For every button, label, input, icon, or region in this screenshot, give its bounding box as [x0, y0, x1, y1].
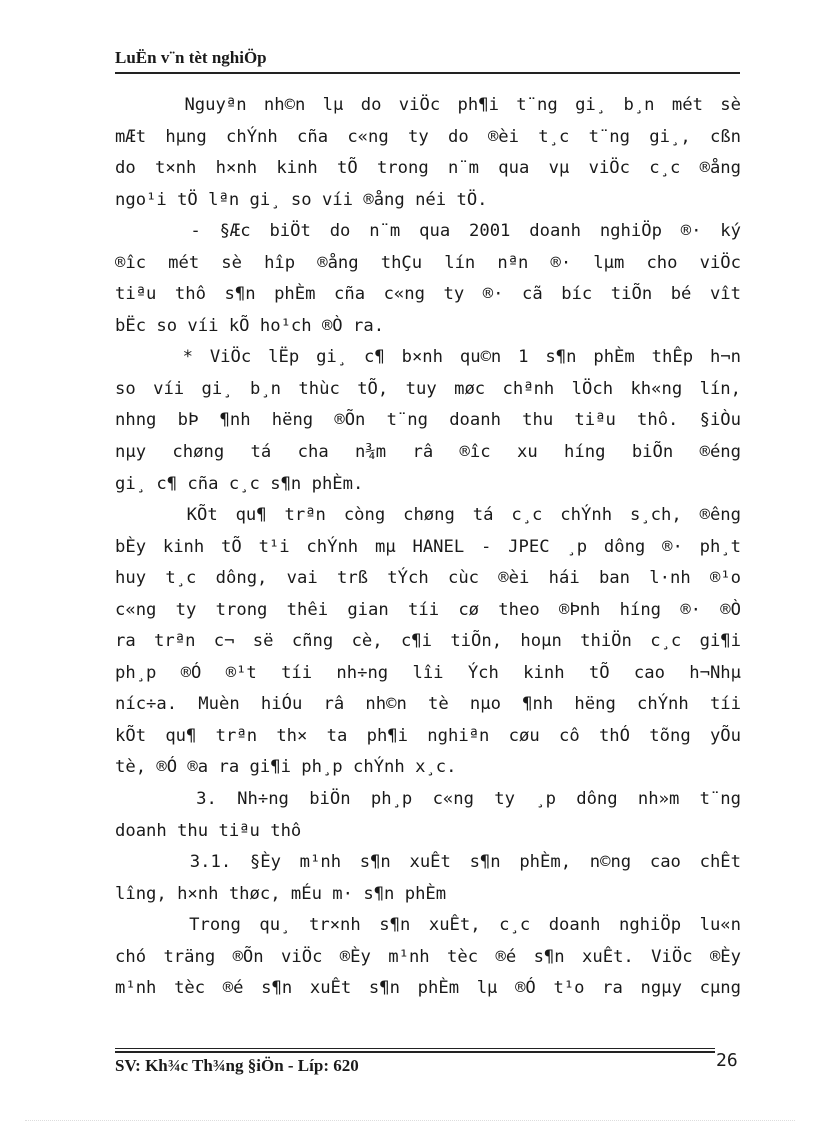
text-line: 3. Nh÷ng biÖn ph¸p c«ng ty ¸p dông nh»m t¨ng — [115, 789, 741, 810]
text-line: ph¸p ®Ó ®¹t tíi nh÷ng lîi Ých kinh tÕ cao h¬Nhµ — [115, 662, 741, 683]
text-line: KÕt qu¶ trªn còng chøng tá c¸c chÝnh s¸ch, ®êng — [115, 505, 741, 526]
text-line: tè, ®Ó ®a ra gi¶i ph¸p chÝnh x¸c. — [115, 757, 457, 778]
text-line: nhng bÞ ¶nh hëng ®Õn t¨ng doanh thu tiªu thô. §iÒu — [115, 410, 741, 431]
text-line: Nguyªn nh©n lµ do viÖc ph¶i t¨ng gi¸ b¸n mét sè — [115, 95, 741, 115]
text-line: bËc so víi kÕ ho¹ch ®Ò ra. — [115, 315, 385, 336]
page-number: 26 — [716, 1050, 738, 1071]
document-body — [115, 90, 741, 1005]
page-header — [115, 48, 740, 74]
text-line: huy t¸c dông, vai trß tÝch cùc ®èi hái ban l·nh ®¹o — [115, 568, 741, 589]
text-line: - §Æc biÖt do n¨m qua 2001 doanh nghiÖp ®· ký — [115, 221, 741, 242]
bottom-dotted-border — [25, 1120, 795, 1121]
footer-author-line: SV: Kh¾c Th¾ng §iÖn - Líp: 620 — [115, 1056, 359, 1075]
text-line: Trong qu¸ tr×nh s¶n xuÊt, c¸c doanh nghiÖp lu«n — [115, 915, 741, 936]
text-line: nµy chøng tá cha n¾m râ ®îc xu híng biÕn ®éng — [115, 442, 741, 463]
text-line: lîng, h×nh thøc, mÉu m· s¶n phÈm — [115, 883, 447, 904]
text-line: do t×nh h×nh kinh tÕ trong n¨m qua vµ viÖc c¸c ®ång — [115, 158, 741, 179]
text-line: chó träng ®Õn viÖc ®Èy m¹nh tèc ®é s¶n xuÊt. ViÖc ®Èy — [115, 946, 741, 967]
text-line: ra trªn c¬ së cñng cè, c¶i tiÕn, hoµn thiÖn c¸c gi¶i — [115, 631, 741, 652]
text-line: m¹nh tèc ®é s¶n xuÊt s¶n phÈm lµ ®Ó t¹o ra ngµy cµng — [115, 978, 741, 999]
text-line: tiªu thô s¶n phÈm cña c«ng ty ®· cã bíc tiÕn bé vît — [115, 284, 741, 305]
text-line: ®îc mét sè hîp ®ång thÇu lín nªn ®· lµm cho viÖc — [115, 252, 741, 273]
text-line: bÈy kinh tÕ t¹i chÝnh mµ HANEL - JPEC ¸p dông ®· ph¸t — [115, 536, 741, 557]
text-line: mÆt hµng chÝnh cña c«ng ty do ®èi t¸c t¨ng gi¸, cßn — [115, 126, 741, 147]
text-line: ngo¹i tÖ lªn gi¸ so víi ®ång néi tÖ. — [115, 189, 488, 210]
text-line: so víi gi¸ b¸n thùc tÕ, tuy møc chªnh lÖch kh«ng lín, — [115, 378, 741, 399]
text-line: 3.1. §Èy m¹nh s¶n xuÊt s¶n phÈm, n©ng cao chÊt — [115, 852, 741, 873]
text-line: kÕt qu¶ trªn th× ta ph¶i nghiªn cøu cô thÓ tõng yÕu — [115, 725, 741, 746]
text-line: c«ng ty trong thêi gian tíi cø theo ®Þnh híng ®· ®Ò — [115, 599, 741, 620]
text-line: gi¸ c¶ cña c¸c s¶n phÈm. — [115, 473, 364, 494]
header-rule — [115, 72, 740, 74]
text-line: níc÷a. Muèn hiÓu râ nh©n tè nµo ¶nh hëng chÝnh tíi — [115, 694, 741, 715]
text-line: * ViÖc lËp gi¸ c¶ b×nh qu©n 1 s¶n phÈm thÊp h¬n — [115, 347, 741, 368]
text-line: doanh thu tiªu thô — [115, 820, 302, 841]
header-title: LuËn v¨n tèt nghiÖp — [115, 48, 267, 67]
footer-rule — [115, 1048, 715, 1053]
